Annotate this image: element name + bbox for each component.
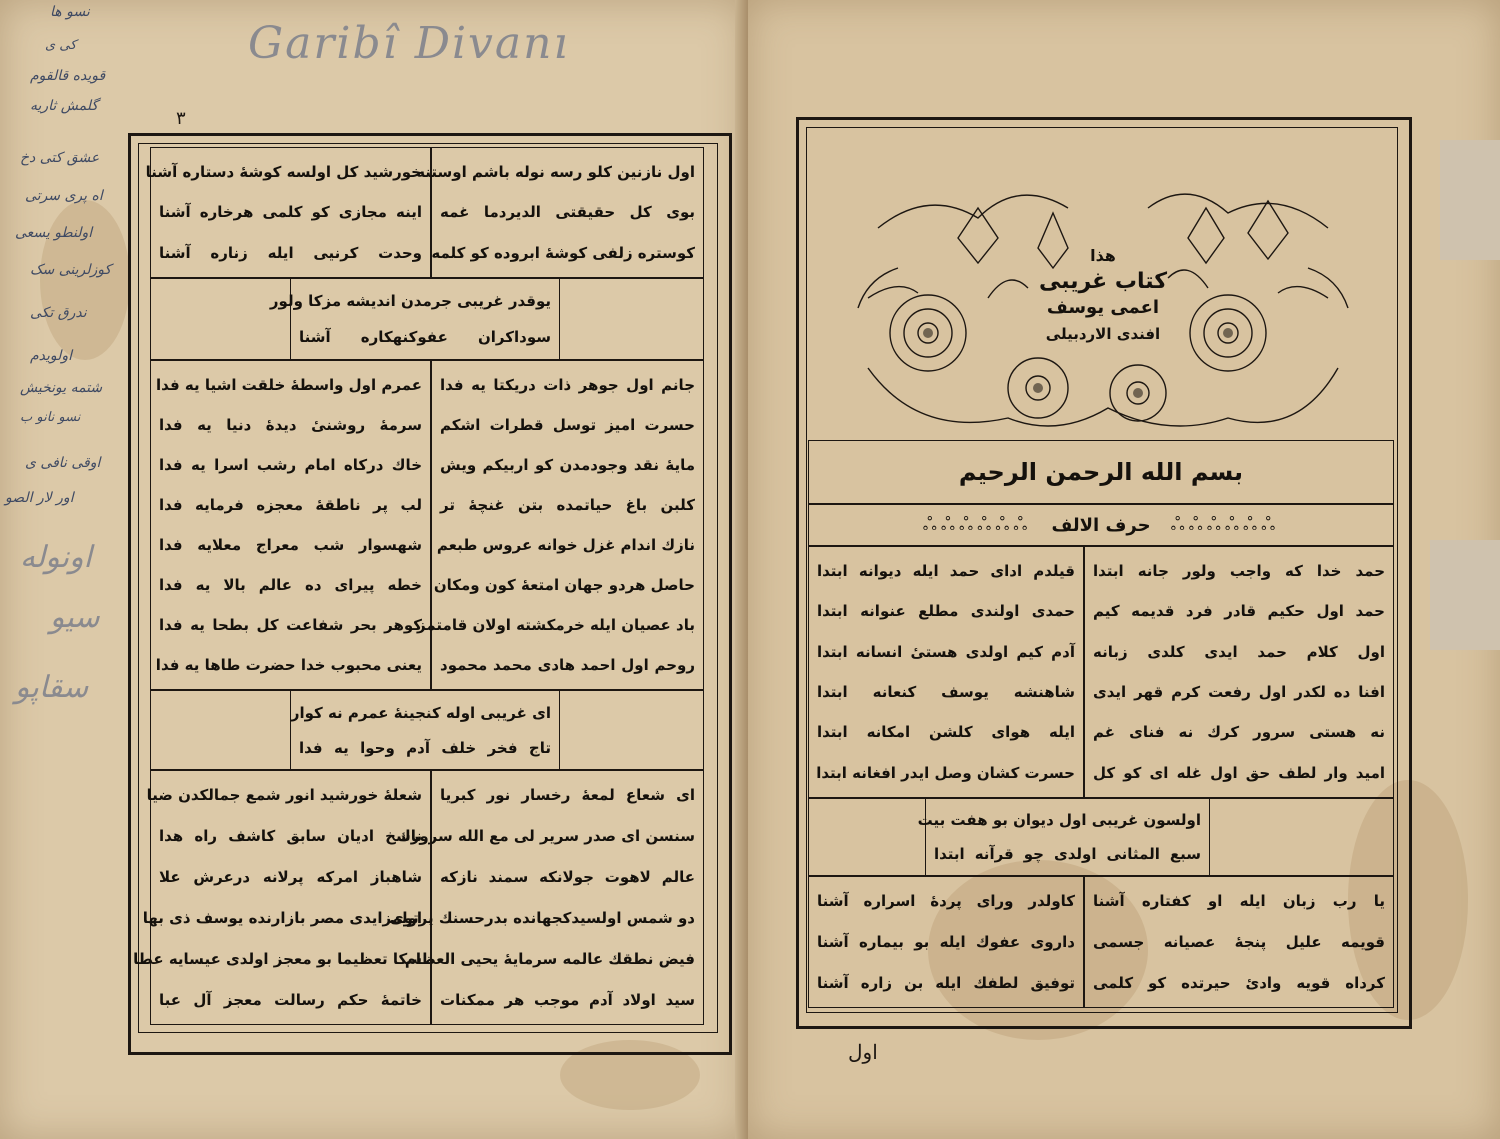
paper-stain (40, 200, 130, 360)
torn-edge (1440, 140, 1500, 260)
verse-line: دو شمس اولسیدکجهانده بدرحسنك پرتوی (389, 908, 695, 927)
verse-line: بوی کل حقیقتی الدیردما غمه (440, 203, 695, 222)
verse-line: لب پر ناطقهٔ معجزه فرمایه فدا (159, 496, 422, 514)
verse-line: اول کلام حمد ایدی کلدی زبانه (1093, 642, 1385, 661)
section-title: حرف الالف (1051, 514, 1151, 536)
basmala: بسم الله الرحمن الرحیم (808, 440, 1394, 504)
verse-line: سرمهٔ روشنیٔ دیدهٔ دنیا یه فدا (159, 416, 422, 434)
verse-line: ناسخ ادیان سابق کاشف راه هدا (159, 827, 422, 846)
scroll-ornament-right: ஃஃஃஃஃஃ (1170, 513, 1280, 535)
verse-line: یا رب زبان ایله او کفتاره آشنا (1093, 892, 1385, 911)
left-hemistich-column (808, 876, 1084, 1008)
verse-line: حاصل هردو جهان امتعهٔ کون ومکان (433, 576, 695, 594)
scroll-ornament-left: ஃஃஃஃஃஃ (922, 513, 1032, 535)
verse-line: تاج فخر خلف آدم وحوا یه فدا (299, 738, 551, 757)
verse-line: اول نازنین کلو رسه نوله باشم اوستنه (416, 163, 695, 182)
verse-line: خاتمهٔ حکم رسالت معجز آل عبا (159, 990, 422, 1009)
verse-line: سبع المثانی اولدی چو قرآنه ابتدا (934, 845, 1201, 863)
bottom-catchword: اول (848, 1040, 878, 1064)
ornament-inscription (998, 243, 1208, 347)
verse-line: قیلدم ادای حمد ایله دیوانه ابتدا (817, 562, 1075, 581)
margin-note: شتمه یونخیش (20, 380, 103, 396)
verse-line: فیض نطقك عالمه سرمایهٔ یحیی العظام (404, 949, 695, 968)
margin-note: اولنطو یسعی (15, 225, 93, 241)
margin-note: اور لار الصو (5, 490, 74, 506)
margin-note: عشق کتی دخ (20, 150, 100, 166)
verse-line: کاولدر ورای پردهٔ اسراره آشنا (817, 892, 1075, 911)
verse-line: عمرم اول واسطهٔ خلقت اشیا یه فدا (156, 376, 422, 394)
verse-line: خطه پیرای ده عالم بالا یه فدا (159, 576, 422, 594)
verse-line: سوداکران عفوکنهکاره آشنا (299, 328, 551, 346)
verse-line: شاهباز امرکه پرلانه درعرش علا (159, 868, 422, 887)
verse-line: ای غریبی اوله کنجینهٔ عمرم نه کوار (290, 703, 551, 722)
verse-line: حمد خدا که واجب ولور جانه ابتدا (1093, 562, 1385, 581)
center-couplet (290, 690, 560, 770)
floral-ornament (808, 138, 1394, 438)
inscription-line: هذا (1090, 246, 1116, 265)
verse-line: داروی عفوك ایله بو بیماره آشنا (817, 932, 1075, 951)
margin-note: قویده قالقوم (30, 68, 106, 84)
verse-line: کوستره زلفی کوشهٔ ابروده کو کلمه (431, 243, 695, 262)
verse-line: حسرت امیز توسل قطرات اشکم (440, 416, 695, 434)
verse-line: امید وار لطف حق اول غله ای کو کل (1093, 763, 1385, 782)
verse-line: باد عصیان ایله خرمکشته اولان قامتمز (417, 616, 695, 634)
verse-line: سید اولاد آدم موجب هر ممکنات (440, 990, 695, 1009)
inscription-line: اعمی یوسف (1046, 297, 1160, 318)
margin-note: کی ی (45, 38, 77, 53)
verse-line: مایهٔ نقد وجودمدن کو اربیکم ویش (440, 456, 695, 474)
verse-line: خاك درکاه امام رشب اسرا یه فدا (159, 456, 422, 474)
inscription-line: کتاب غریبی (1038, 269, 1167, 294)
margin-note: سقاپو (15, 670, 89, 705)
margin-note: نسو ها (50, 4, 90, 20)
verse-line: شهسوار شب معراج معلایه فدا (159, 536, 422, 554)
margin-note: اولویدم (30, 348, 73, 364)
verse-line: حمدی اولندی مطلع عنوانه ابتدا (817, 602, 1075, 621)
left-hemistich-column (808, 546, 1084, 798)
center-couplet (917, 798, 1210, 876)
left-hemistich-column (133, 770, 431, 1025)
verse-line: نه هستی سرور کرك نه فنای غم (1093, 723, 1385, 742)
verse-line: عالم لاهوت جولانکه سمند نازکه (440, 868, 695, 887)
center-couplet (269, 278, 560, 360)
verse-line: روحم اول احمد هادی محمد محمود (440, 656, 695, 674)
verse-line: سکا تعظیما بو معجز اولدی عیسایه عطا (133, 949, 422, 968)
verse-line: یوقدر غریبی جرمدن اندیشه مزکا ولور (269, 292, 551, 310)
left-hemistich-column (150, 360, 431, 690)
verse-line: سنسن ای صدر سریر لی مع الله سرورك (396, 827, 695, 846)
verse-line: قویمه علیل پنجهٔ عصیانه جسمی (1093, 932, 1385, 951)
inscription-line: افندی الاردبیلی (1045, 325, 1161, 343)
verse-line: جانم اول جوهر ذات دریکتا یه فدا (440, 376, 695, 394)
verse-line: کلبن باغ حیاتمده بتن غنچهٔ تر (440, 496, 695, 514)
pencil-title: Garibî Divanı (248, 18, 570, 69)
verse-line: شاهنشه یوسف کنعانه ابتدا (817, 683, 1075, 702)
verse-line: اینه مجازی کو کلمی هرخاره آشنا (159, 203, 422, 222)
verse-line: توفیق لطفك ایله بن زاره آشنا (817, 973, 1075, 992)
torn-edge (1430, 540, 1500, 650)
right-hemistich-column (1084, 876, 1394, 1008)
right-hemistich-column (416, 147, 704, 278)
left-hemistich-column (145, 147, 431, 278)
verse-line: ای شعاع لمعهٔ رخسار نور کبریا (440, 786, 695, 805)
verse-line: وحدت کرنیی ایله زناره آشنا (159, 243, 422, 262)
margin-note: گلمش ثاریه (30, 98, 99, 114)
verse-line: ایله هوای کلشن امکانه ابتدا (817, 723, 1075, 742)
verse-line: افنا ده لکدر اول رفعت کرم قهر ایدی (1093, 683, 1385, 702)
verse-line: حسرت کشان وصل ایدر افغانه ابتدا (816, 763, 1075, 782)
right-hemistich-column (417, 360, 704, 690)
right-hemistich-column (1084, 546, 1394, 798)
section-title-band (808, 504, 1394, 546)
right-hemistich-column (389, 770, 704, 1025)
margin-note: اه پری سرتی (25, 188, 103, 204)
verse-line: کرداه قویه وادیٔ حیرتده کو کلمی (1093, 973, 1385, 992)
verse-line: اولمزایدی مصر بازارنده یوسف ذی بها (142, 908, 422, 927)
verse-line: شعلهٔ خورشید انور شمع جمالکدن ضیا (146, 786, 422, 805)
margin-note: ندرق تکی (30, 305, 87, 321)
margin-note: نسو نانو ب (20, 410, 81, 425)
margin-note: کوزلرینی سک (30, 262, 112, 278)
verse-line: خورشید کل اولسه کوشهٔ دستاره آشنا (145, 163, 422, 182)
verse-line: نازك اندام غزل خوانه عروس طبعم (436, 536, 695, 554)
verse-line: کوهر بحر شفاعت کل بطحا یه فدا (159, 616, 422, 634)
margin-note: سیو (50, 600, 100, 635)
verse-line: آدم کیم اولدی هستیٔ انسانه ابتدا (817, 642, 1075, 661)
verse-line: یعنی محبوب خدا حضرت طاها یه فدا (155, 656, 422, 674)
page-number: ٣ (176, 108, 186, 129)
verse-line: حمد اول حکیم قادر فرد قدیمه کیم (1093, 602, 1385, 621)
margin-note: اونوله (20, 540, 92, 575)
verse-line: اولسون غریبی اول دیوان بو هفت بیت (917, 811, 1201, 829)
margin-note: اوقی نافی ی (25, 455, 101, 471)
